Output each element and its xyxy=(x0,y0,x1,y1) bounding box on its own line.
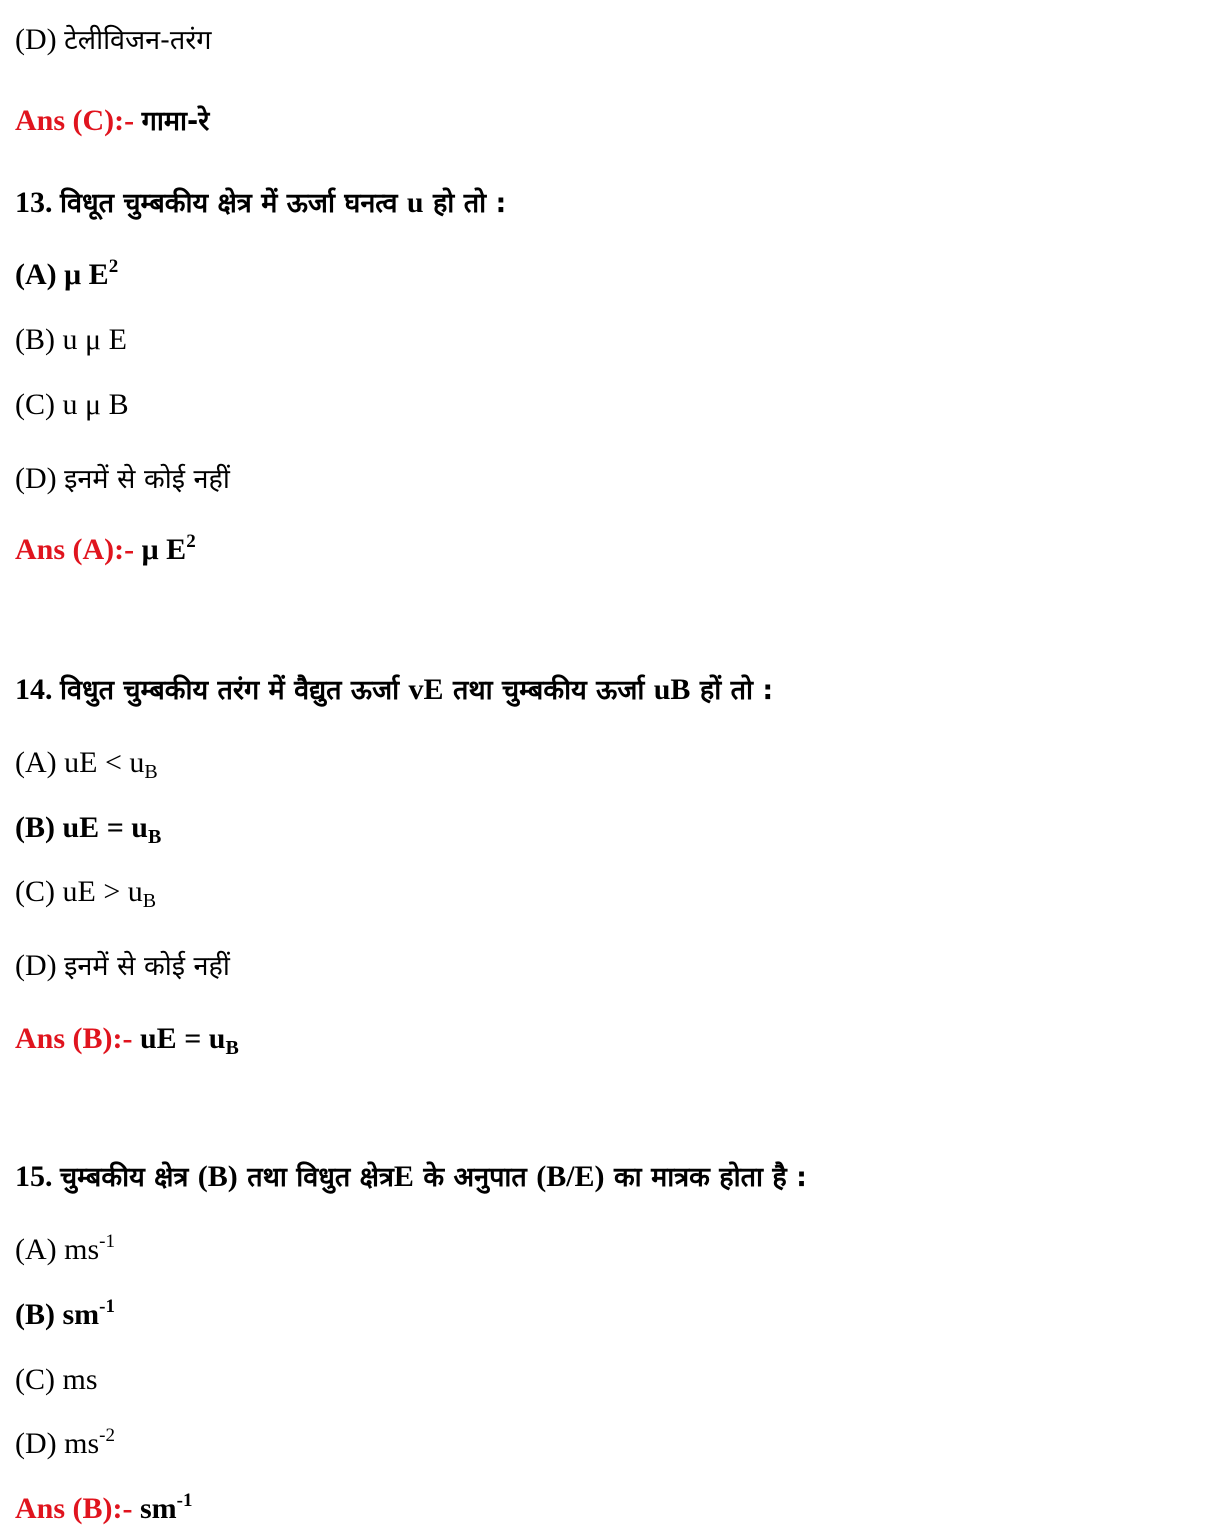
q13-option-d xyxy=(15,459,230,500)
question-variable: uB xyxy=(653,673,691,706)
option-subscript: B xyxy=(144,761,158,783)
option-d-prev xyxy=(15,20,211,61)
question-text-part: चुम्बकीय क्षेत्र xyxy=(60,1162,198,1193)
option-prefix: (D) xyxy=(15,462,65,495)
question-13 xyxy=(15,183,506,224)
q13-option-c xyxy=(15,385,129,425)
option-text: u μ B xyxy=(62,388,129,421)
question-text-part: तथा विधुत क्षेत्र xyxy=(237,1162,394,1193)
option-text: टेलीविजन-तरंग xyxy=(64,25,212,56)
option-text: इनमें से कोई नहीं xyxy=(64,464,230,495)
option-prefix: (B) xyxy=(15,1298,63,1331)
option-subscript: B xyxy=(142,890,157,912)
question-text-part: विधूत चुम्बकीय क्षेत्र में ऊर्जा घनत्व xyxy=(60,188,407,219)
answer-label: Ans (B):- xyxy=(15,1492,140,1525)
option-prefix: (A) xyxy=(15,258,65,291)
option-prefix: (A) xyxy=(15,746,65,779)
option-text: इनमें से कोई नहीं xyxy=(64,951,230,982)
q15-option-a xyxy=(15,1230,115,1270)
question-text-part: विधुत चुम्बकीय तरंग में वैद्युत ऊर्जा xyxy=(60,675,409,706)
option-text: ms xyxy=(64,1427,100,1460)
option-text: uE > u xyxy=(62,875,143,908)
q15-option-d xyxy=(15,1424,115,1464)
option-text: ms xyxy=(62,1363,98,1396)
answer-subscript: B xyxy=(225,1037,239,1059)
option-superscript: -1 xyxy=(99,1231,115,1252)
option-text: u μ E xyxy=(62,323,127,356)
option-prefix: (D) xyxy=(15,949,65,982)
option-text: uE = u xyxy=(62,811,148,844)
option-prefix: (A) xyxy=(15,1233,65,1266)
option-superscript: -1 xyxy=(99,1296,115,1317)
question-variable: E xyxy=(393,1160,414,1193)
question-text-part: हो तो : xyxy=(423,188,507,219)
question-number: 13. xyxy=(15,186,60,219)
answer-text: गामा-रे xyxy=(141,106,210,137)
q15-answer xyxy=(15,1489,193,1529)
answer-text: μ E xyxy=(141,533,187,566)
answer-superscript: 2 xyxy=(186,531,196,552)
option-prefix: (B) xyxy=(15,323,63,356)
answer-label: Ans (A):- xyxy=(15,533,142,566)
answer-text: uE = u xyxy=(140,1022,226,1055)
q14-option-d xyxy=(15,946,230,987)
question-text-part: तथा चुम्बकीय ऊर्जा xyxy=(443,675,654,706)
question-number: 14. xyxy=(15,673,60,706)
q14-answer xyxy=(15,1019,239,1059)
q13-option-b xyxy=(15,320,127,360)
option-prefix: (C) xyxy=(15,1363,63,1396)
answer-label: Ans (C):- xyxy=(15,104,142,137)
q13-option-a xyxy=(15,255,118,295)
q15-option-b xyxy=(15,1295,115,1335)
option-text: μ E xyxy=(64,258,109,291)
question-text-part: के अनुपात xyxy=(413,1162,537,1193)
option-prefix: (B) xyxy=(15,811,63,844)
question-text-part: हों तो : xyxy=(690,675,774,706)
q15-option-c xyxy=(15,1360,98,1400)
q14-option-b xyxy=(15,808,161,848)
q14-option-c xyxy=(15,872,156,912)
question-14 xyxy=(15,670,773,711)
question-variable: u xyxy=(406,186,424,219)
answer-prev xyxy=(15,101,209,142)
option-text: uE < u xyxy=(64,746,145,779)
option-text: ms xyxy=(64,1233,100,1266)
answer-superscript: -1 xyxy=(176,1490,193,1511)
question-15 xyxy=(15,1157,807,1198)
option-superscript: -2 xyxy=(99,1425,115,1446)
question-variable: vE xyxy=(408,673,444,706)
q13-answer xyxy=(15,530,196,570)
option-prefix: (D) xyxy=(15,23,65,56)
answer-text: sm xyxy=(140,1492,177,1525)
option-superscript: 2 xyxy=(108,256,119,277)
question-text-part: का मात्रक होता है : xyxy=(604,1162,807,1193)
question-variable: (B/E) xyxy=(536,1160,605,1193)
question-number: 15. xyxy=(15,1160,60,1193)
option-prefix: (C) xyxy=(15,388,63,421)
question-variable: (B) xyxy=(197,1160,238,1193)
option-prefix: (D) xyxy=(15,1427,65,1460)
option-prefix: (C) xyxy=(15,875,63,908)
option-text: sm xyxy=(62,1298,100,1331)
option-subscript: B xyxy=(147,826,162,848)
q14-option-a xyxy=(15,743,158,783)
answer-label: Ans (B):- xyxy=(15,1022,140,1055)
